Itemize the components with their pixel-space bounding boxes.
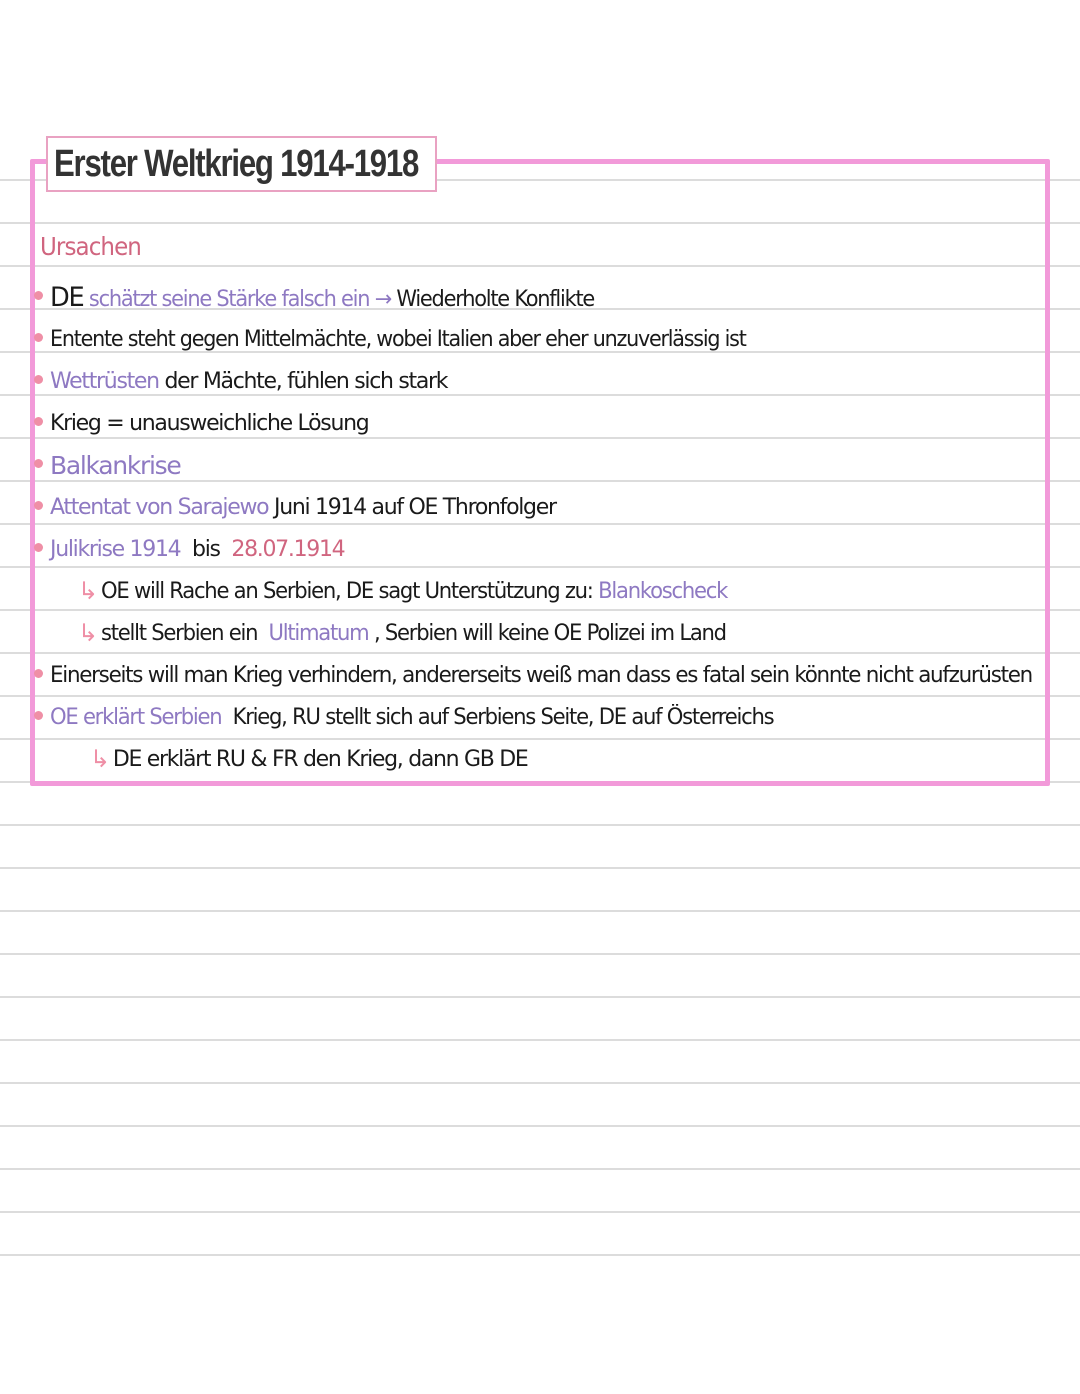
text-segment: Krieg, RU stellt sich auf Serbiens Seite, DE auf Österreichs — [232, 704, 774, 730]
text-segment: Balkankrise — [50, 450, 181, 480]
text-segment: Julikrise 1914 — [50, 536, 181, 562]
text-segment: Einerseits will man Krieg verhindern, andererseits weiß man dass es fatal sein könnte nicht aufzurüsten — [50, 662, 1032, 688]
text-segment: , Serbien will keine OE Polizei im Land — [373, 620, 726, 646]
list-item — [34, 360, 447, 402]
list-item — [34, 696, 804, 738]
title-box — [46, 136, 437, 192]
text-segment: OE erklärt Serbien — [50, 704, 222, 730]
bullet-icon — [34, 669, 43, 678]
bullet-icon — [34, 459, 43, 468]
arrow-icon: → — [374, 286, 391, 312]
text-segment: Entente steht gegen Mittelmächte, wobei Italien aber eher unzuverlässig ist — [50, 326, 746, 352]
arrow-icon: ↳ — [78, 577, 97, 605]
text-segment: bis — [192, 536, 220, 562]
list-item — [34, 654, 1059, 696]
text-segment: stellt Serbien ein — [100, 620, 258, 646]
text-segment: Sarajewo — [177, 494, 269, 520]
text-segment: Blankoscheck — [597, 578, 727, 604]
page-title: Erster Weltkrieg 1914-1918 — [54, 142, 419, 185]
text-segment: DE erklärt RU & FR den Krieg, dann GB DE — [112, 746, 528, 772]
text-segment: der Mächte, fühlen sich stark — [164, 368, 448, 394]
list-item — [78, 612, 752, 654]
text-segment: Wettrüsten — [50, 368, 159, 394]
bullet-icon — [34, 375, 43, 384]
bullet-icon — [34, 291, 43, 300]
list-item — [34, 528, 344, 570]
list-item — [34, 402, 368, 444]
text-segment: Krieg = unausweichliche Lösung — [50, 410, 369, 436]
text-segment: Wiederholte Konflikte — [396, 286, 595, 312]
text-segment: Ultimatum — [268, 620, 369, 646]
bullet-icon — [34, 333, 43, 342]
text-segment: 28.07.1914 — [231, 536, 345, 562]
list-item — [34, 486, 556, 528]
text-segment: Juni 1914 auf OE Thronfolger — [274, 494, 556, 520]
text-segment: OE will Rache an Serbien, DE sagt Unterstützung zu: — [100, 578, 593, 604]
bullet-icon — [34, 543, 43, 552]
arrow-icon: ↳ — [78, 619, 97, 647]
list-item — [90, 738, 528, 780]
arrow-icon: ↳ — [90, 745, 109, 773]
text-segment: DE — [50, 281, 84, 313]
section-heading: Ursachen — [40, 232, 141, 261]
bullet-icon — [34, 417, 43, 426]
list-item — [34, 276, 623, 318]
list-item — [34, 444, 180, 486]
list-item — [34, 318, 790, 360]
text-segment: schätzt seine Stärke falsch ein — [88, 286, 370, 312]
list-item — [78, 570, 753, 612]
bullet-icon — [34, 711, 43, 720]
bullet-icon — [34, 501, 43, 510]
text-segment: Attentat von — [50, 494, 172, 520]
